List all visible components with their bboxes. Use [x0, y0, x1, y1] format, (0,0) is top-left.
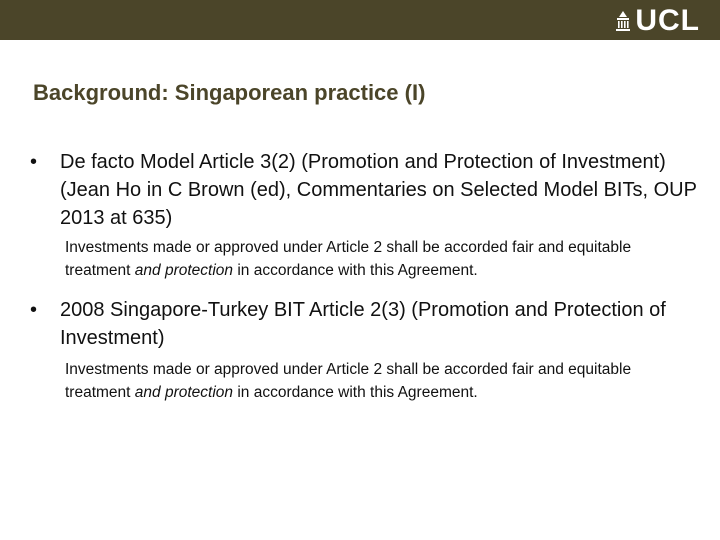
slide-title: Background: Singaporean practice (I)	[33, 80, 426, 105]
bullet-marker: •	[30, 151, 38, 173]
portico-icon	[614, 10, 632, 32]
quoted-provision-1	[65, 236, 695, 282]
quote-emphasis: and protection	[134, 384, 234, 401]
slide-content	[0, 148, 720, 404]
bullet-item-2	[30, 296, 700, 352]
quote-text-end: in accordance with this Agreement.	[233, 384, 478, 401]
quote-text: Investments made or approved under Article 2 shall be accorded fair and equitable treatment	[65, 361, 632, 401]
header-bar	[0, 0, 720, 40]
bullet-text: 2008 Singapore-Turkey BIT Article 2(3) (Promotion and Protection of Investment)	[60, 299, 666, 349]
bullet-text: De facto Model Article 3(2) (Promotion and Protection of Investment) (Jean Ho in C Brown (ed), Commentaries on Selected Model BITs, OUP 2013 at 635)	[60, 151, 697, 229]
quote-text-end: in accordance with this Agreement.	[233, 262, 478, 279]
quoted-provision-2	[65, 358, 695, 404]
quote-text: Investments made or approved under Article 2 shall be accorded fair and equitable treatment	[65, 239, 632, 279]
logo-text: UCL	[635, 4, 700, 37]
ucl-logo	[614, 4, 700, 38]
quote-emphasis: and protection	[134, 262, 234, 279]
bullet-marker: •	[30, 299, 38, 321]
bullet-item-1	[30, 148, 700, 232]
